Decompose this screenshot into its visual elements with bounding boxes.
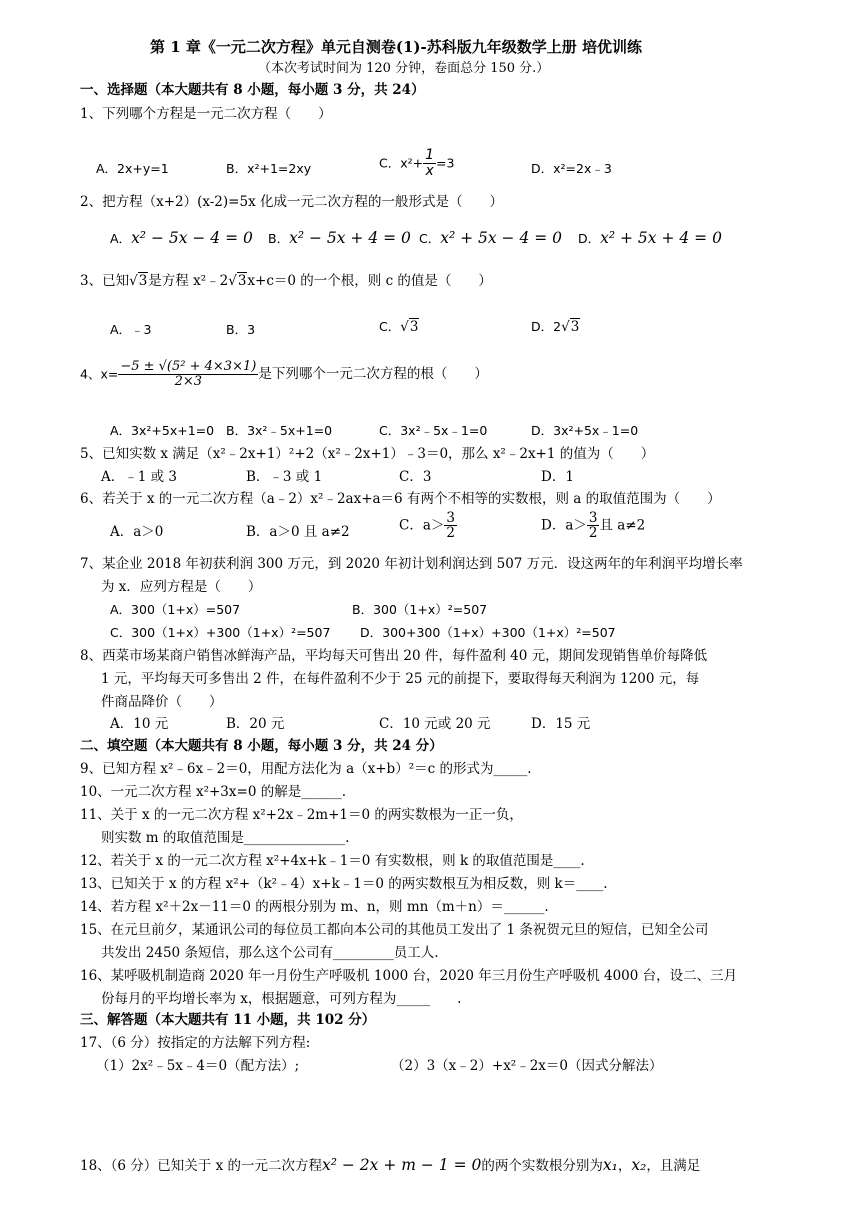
q6-option-d-fraction: [587, 511, 600, 540]
question-10: 10、一元二次方程 x²+3x=0 的解是______.: [80, 784, 346, 800]
q3-option-a: A．﹣3: [110, 322, 152, 337]
question-16-line-1: 16、某呼吸机制造商 2020 年一月份生产呼吸机 1000 台，2020 年三月份生产呼吸机 4000 台，设二、三月: [80, 968, 738, 984]
q3-option-c-sqrt: √3: [400, 319, 419, 335]
q2-option-c-eq: x² + 5x − 4 = 0: [440, 229, 563, 247]
q4-pre: 4、x=: [80, 366, 119, 382]
q2-option-b-eq: x² − 5x + 4 = 0: [289, 229, 411, 247]
q18-pre: 18、（6 分）已知关于 x 的一元二次方程: [80, 1158, 323, 1174]
question-6-stem: 6、若关于 x 的一元二次方程（a﹣2）x²﹣2ax+a＝6 有两个不相等的实数根，则 a 的取值范围为（ ）: [80, 491, 721, 507]
question-17-part-1: （1）2x²﹣5x﹣4＝0（配方法）;: [96, 1058, 300, 1074]
q3-option-c: [379, 319, 419, 335]
q3-sqrt-1: √3: [129, 273, 148, 289]
question-17-part-2: （2）3（x﹣2）+x²﹣2x＝0（因式分解法）: [391, 1058, 663, 1074]
question-1-stem: 1、下列哪个方程是一元二次方程（ ）: [80, 106, 332, 122]
q6-option-d-suffix: 且 a≠2: [599, 517, 646, 534]
q8-option-c: C．10 元或 20 元: [379, 716, 491, 732]
question-7-line-2: 为 x．应列方程是（ ）: [101, 579, 262, 595]
q3-option-d: [531, 319, 580, 335]
q3-option-c-label: C．: [379, 319, 401, 334]
q7-option-c: C．300（1+x）+300（1+x）²=507: [110, 625, 331, 640]
q4-option-b: B．3x²﹣5x+1=0: [226, 423, 333, 438]
question-8-line-2: 1 元，平均每天可多售出 2 件，在每件盈利不少于 25 元的前提下，要取得每天利润为 1200 元，每: [101, 671, 700, 687]
question-11-line-2: 则实数 m 的取值范围是_______________.: [101, 830, 350, 846]
q1-option-c: [379, 148, 454, 178]
q6-option-c-fraction: [444, 511, 457, 540]
q6-option-d: [541, 511, 645, 540]
q1-option-c-suffix: =3: [436, 155, 455, 171]
q2-option-c: [419, 229, 562, 248]
question-16-line-2: 份每月的平均增长率为 x，根据题意，可列方程为_____ .: [101, 991, 462, 1007]
q18-post: ，且满足: [646, 1158, 701, 1174]
q18-x2: x₂: [631, 1156, 647, 1174]
question-5-stem: 5、已知实数 x 满足（x²﹣2x+1）²+2（x²﹣2x+1）﹣3＝0，那么 x²﹣2x+1 的值为（ ）: [80, 446, 655, 462]
question-11-line-1: 11、关于 x 的一元二次方程 x²+2x﹣2m+1＝0 的两实数根为一正一负，: [80, 807, 523, 823]
q1-option-b: B．x²+1=2xy: [226, 161, 312, 176]
section-fill-title: 二、填空题（本大题共有 8 小题，每小题 3 分，共 24 分）: [80, 738, 443, 754]
section-choice-title: 一、选择题（本大题共有 8 小题，每小题 3 分，共 24）: [80, 82, 425, 98]
q3-option-d-label: D．2: [531, 319, 562, 334]
question-3-stem: [80, 273, 492, 289]
q7-option-a: A．300（1+x）=507: [110, 602, 241, 617]
exam-subtitle: （本次考试时间为 120 分钟，卷面总分 150 分.）: [258, 61, 550, 76]
question-15-line-2: 共发出 2450 条短信，那么这个公司有_________员工人.: [101, 945, 439, 961]
q3-mid: 是方程 x²﹣2: [148, 273, 229, 289]
q7-option-b: B．300（1+x）²=507: [352, 602, 488, 617]
q8-option-b: B．20 元: [226, 716, 285, 732]
question-13: 13、已知关于 x 的方程 x²+（k²﹣4）x+k﹣1＝0 的两实数根互为相反数，则 k＝____.: [80, 876, 608, 892]
q7-option-d: D．300+300（1+x）+300（1+x）²=507: [360, 625, 616, 640]
q3-post: x+c＝0 的一个根，则 c 的值是（ ）: [247, 273, 492, 289]
q5-option-b: B．﹣3 或 1: [246, 469, 323, 485]
q6-option-d-num: 3: [588, 510, 598, 526]
q6-option-b: B．a＞0 且 a≠2: [246, 524, 350, 540]
q6-option-c-den: 2: [446, 525, 455, 542]
question-7-line-1: 7、某企业 2018 年初获利润 300 万元，到 2020 年初计划利润达到 507 万元．设这两年的年利润平均增长率: [80, 556, 743, 572]
q4-fraction: [118, 360, 258, 388]
section-answer-title: 三、解答题（本大题共有 11 小题，共 102 分）: [80, 1012, 376, 1028]
question-8-line-1: 8、西菜市场某商户销售冰鲜海产品，平均每天可售出 20 件，每件盈利 40 元，期间发现销售单价每降低: [80, 648, 708, 664]
q2-option-b-label: B．: [268, 231, 290, 246]
q8-option-a: A．10 元: [110, 716, 169, 732]
q6-option-c-num: 3: [446, 510, 455, 526]
q3-option-d-value: 3: [570, 319, 580, 335]
q1-fraction: [423, 148, 436, 178]
q5-option-a: A．﹣1 或 3: [101, 469, 178, 485]
q2-option-a-eq: x² − 5x − 4 = 0: [131, 229, 253, 247]
q4-option-d: D．3x²+5x﹣1=0: [531, 423, 639, 438]
q1-option-a: A．2x+y=1: [96, 161, 169, 176]
q1-option-d: D．x²=2x﹣3: [531, 161, 612, 176]
q3-option-c-value: 3: [409, 319, 419, 335]
q5-option-c: C．3: [399, 469, 432, 485]
q5-option-d: D．1: [541, 469, 574, 485]
q1-option-c-prefix: C．x²+: [379, 155, 424, 171]
q2-option-c-label: C．: [419, 231, 441, 246]
q6-option-d-prefix: D．a＞: [541, 517, 587, 534]
q6-option-c-prefix: C．a＞: [399, 517, 445, 534]
q4-fraction-den: 2×3: [174, 373, 203, 389]
question-4-stem: [80, 360, 488, 388]
q6-option-c: [399, 511, 457, 540]
q18-x1: x₁: [602, 1156, 618, 1174]
q3-sqrt-2: √3: [228, 273, 247, 289]
question-2-stem: 2、把方程（x+2）(x-2)=5x 化成一元二次方程的一般形式是（ ）: [80, 194, 503, 210]
q2-option-a-label: A．: [110, 231, 132, 246]
q2-option-d-label: D．: [578, 231, 601, 246]
q18-sep: ，: [617, 1158, 632, 1174]
q3-option-b: B．3: [226, 322, 256, 337]
question-17-stem: 17、（6 分）按指定的方法解下列方程:: [80, 1035, 311, 1051]
q3-sqrt-1-value: 3: [138, 273, 148, 289]
q3-option-d-sqrt: √3: [561, 319, 580, 335]
exam-title: 第 1 章《一元二次方程》单元自测卷(1)-苏科版九年级数学上册 培优训练: [150, 38, 642, 56]
question-15-line-1: 15、在元旦前夕，某通讯公司的每位员工都向本公司的其他员工发出了 1 条祝贺元旦的短信，已知全公司: [80, 922, 709, 938]
q18-equation: x² − 2x + m − 1 = 0: [322, 1156, 482, 1174]
q2-option-a: [110, 229, 253, 248]
q3-pre: 3、已知: [80, 273, 130, 289]
q6-option-a: A．a＞0: [110, 524, 164, 540]
question-18-stem: [80, 1156, 700, 1175]
q2-option-d: [578, 229, 722, 248]
question-8-line-3: 件商品降价（ ）: [101, 694, 223, 710]
question-14: 14、若方程 x²＋2x－11＝0 的两根分别为 m、n，则 mn（m＋n）＝______.: [80, 899, 549, 915]
q1-fraction-num: 1: [425, 147, 435, 163]
q3-sqrt-2-value: 3: [237, 273, 247, 289]
q4-option-c: C．3x²﹣5x﹣1=0: [379, 423, 488, 438]
q1-fraction-den: x: [425, 162, 434, 179]
q4-fraction-num: −5 ± √(5² + 4×3×1): [120, 359, 257, 374]
q4-post: 是下列哪个一元二次方程的根（ ）: [258, 366, 488, 383]
question-12: 12、若关于 x 的一元二次方程 x²+4x+k﹣1＝0 有实数根，则 k 的取值范围是____.: [80, 853, 585, 869]
q18-mid: 的两个实数根分别为: [481, 1158, 603, 1174]
q2-option-b: [268, 229, 411, 248]
q4-option-a: A．3x²+5x+1=0: [110, 423, 215, 438]
question-9: 9、已知方程 x²﹣6x﹣2＝0，用配方法化为 a（x+b）²＝c 的形式为_____.: [80, 761, 532, 777]
q2-option-d-eq: x² + 5x + 4 = 0: [600, 229, 722, 247]
q8-option-d: D．15 元: [531, 716, 591, 732]
q6-option-d-den: 2: [588, 525, 598, 542]
